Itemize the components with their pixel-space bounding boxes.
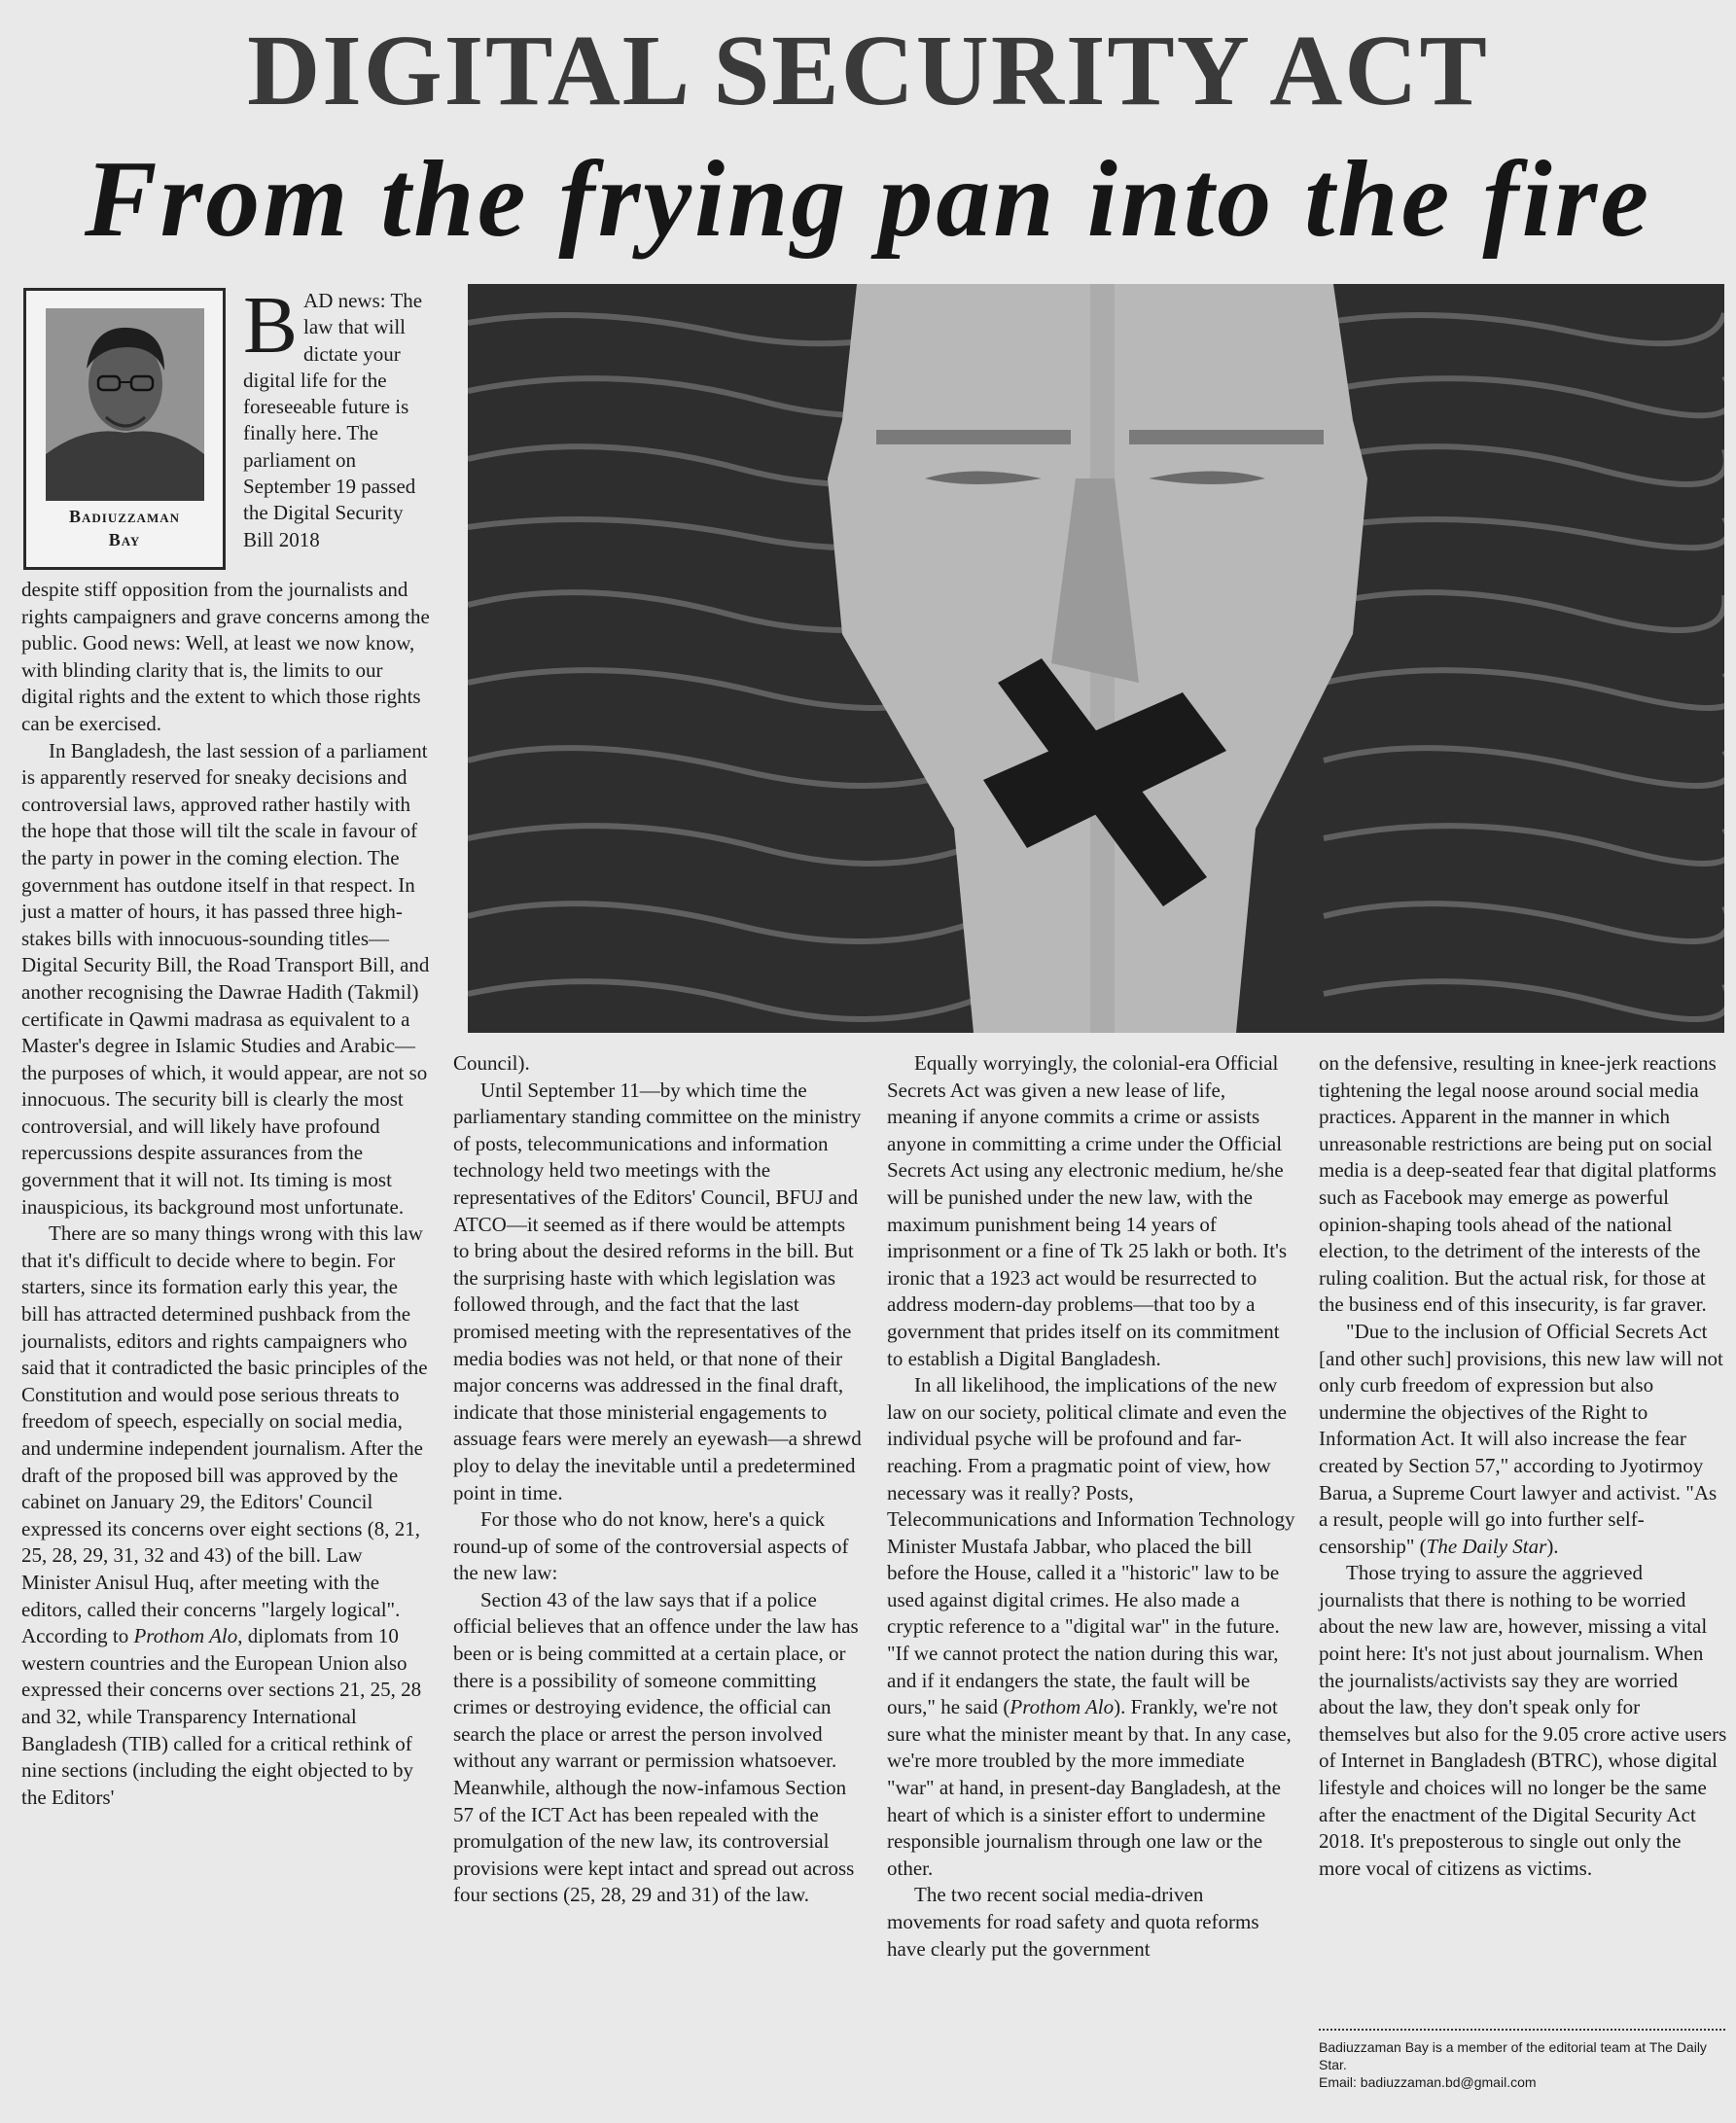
publication-name: Prothom Alo	[1010, 1695, 1115, 1719]
text: In all likelihood, the implications of the new law on our society, political climate and even the individual psyche will be profound and far-reaching. From a pragmatic point of view, how necessary was it really? Posts, Telecommunications and Information Technology Minister Mustafa Jabbar, who placed the bill before the House, called it a "historic" law to be used against digital crimes. He also made a cryptic reference to a "digital war" in the future. "If we cannot protect the nation during this war, and if it endangers the state, the fault will be ours," he said (	[887, 1373, 1295, 1719]
article-column-4	[1319, 1050, 1727, 1882]
text: "Due to the inclusion of Official Secrets Act [and other such] provisions, this new law will not only curb freedom of expression but also undermine the objectives of the Right to Information Act. It will also increase the fear created by Section 57," according to Jyotirmoy Barua, a Supreme Court lawyer and activist. "As a result, people will go into further self-censorship" (	[1319, 1319, 1723, 1558]
paragraph: Until September 11—by which time the parliamentary standing committee on the ministry of posts, telecommunications and information technology held two meetings with the representatives of the Editors' Council, BFUJ and ATCO—it seemed as if there would be attempts to bring about the desired reforms in the bill. But the surprising haste with which legislation was followed through, and the fact that the last promised meeting with the representatives of the media bodies was not held, or that none of their major concerns was addressed in the final draft, indicate that those ministerial engagements to assuage fears were merely an eyewash—a shrewd ploy to delay the inevitable until a predetermined point in time.	[453, 1078, 862, 1504]
text: ).	[1546, 1534, 1559, 1558]
paragraph: The two recent social media-driven movements for road safety and quota reforms have clearly put the government	[887, 1883, 1259, 1961]
paragraph: Section 43 of the law says that if a police official believes that an offence under the law has been or is being committed at a certain place, or there is a possibility of someone committing crimes or destroying evidence, the official can search the place or arrest the person involved without any warrant or permission whatsoever. Meanwhile, although the now-infamous Section 57 of the ICT Act has been repealed with the promulgation of the new law, its controversial provisions were kept intact and spread out across four sections (25, 28, 29 and 31) of the law.	[453, 1587, 859, 1907]
text: , diplomats	[237, 1624, 329, 1648]
author-name-line1: Badiuzzaman	[68, 507, 180, 526]
paragraph: despite stiff opposition from the journalists and rights campaigners and grave concerns among the public. Good news: Well, at least we now know, with blinding clarity that is, the limits to our digital rights and the extent to which those rights can be exercised.	[21, 578, 430, 735]
paragraph: There are so many things wrong with this law that it's difficult to decide where to begin. For starters, since its formation early this year, the bill has attracted determined pushback from the journalists, editors and rights campaigners who said that it contradicted the basic principles of the Constitution and would pose serious threats to freedom of speech, especially on social media, and undermine independent journalism. After the draft of the proposed bill was approved by the cabinet on January 29, the Editors' Council expressed its concerns over eight sections (8, 21, 25, 28, 29, 31, 32 and 43) of the bill. Law Minister Anisul Huq, after meeting with the editors, called their concerns "largely logical".	[21, 1221, 428, 1621]
paragraph: Council).	[453, 1051, 530, 1075]
paragraph	[887, 1372, 1295, 1882]
bio-email: Email: badiuzzaman.bd@gmail.com	[1319, 2074, 1537, 2090]
author-name-line2: Bay	[108, 530, 141, 549]
text: According to	[21, 1624, 134, 1648]
article-column-2	[453, 1050, 862, 1909]
paragraph: In Bangladesh, the last session of a parliament is apparently reserved for sneaky decisions and controversial laws, approved rather hastily with the hope that those will tilt the scale in favour of the party in power in the coming election. The government has outdone itself in that respect. In just a matter of hours, it has passed three high-stakes bills with innocuous-sounding titles—Digital Security Bill, the Road Transport Bill, and another recognising the Dawrae Hadith (Takmil) certificate in Qawmi madrasa as equivalent to a Master's degree in Islamic Studies and Arabic—the purposes of which, it would appear, are not so innocuous. The security bill is clearly the most controversial, and will likely have profound repercussions despite assurances from the government that it will not. Its timing is most inauspicious, its background most unfortunate.	[21, 738, 430, 1219]
headline: From the frying pan into the fire	[84, 139, 1652, 260]
text: ). Frankly, we're not sure what the minister meant by that. In any case, we're more troubled by the more immediate "war" at hand, in present-day Bangladesh, at the heart of which is a sinister effort to undermine responsible journalism through one law or the other.	[887, 1695, 1292, 1880]
bio-divider	[1319, 2029, 1725, 2031]
paragraph	[1319, 1319, 1727, 1560]
author-bio	[1319, 2038, 1725, 2091]
paragraph: For those who do not know, here's a quick round-up of some of the controversial aspects of the new law:	[453, 1507, 849, 1585]
bio-text: Badiuzzaman Bay is a member of the editorial team at The Daily Star.	[1319, 2039, 1707, 2072]
paragraph: on the defensive, resulting in knee-jerk reactions tightening the legal noose around social media practices. Apparent in the manner in which unreasonable restrictions are being put on social media is a deep-seated fear that digital platforms such as Facebook may emerge as powerful opinion-shaping tools ahead of the national election, to the detriment of the interests of the ruling coalition. But the actual risk, for those at the business end of this insecurity, is far graver.	[1319, 1051, 1717, 1317]
author-name	[30, 505, 219, 551]
article-column-1	[21, 577, 430, 1811]
paragraph	[21, 1623, 430, 1811]
illustration-gagged-face	[468, 284, 1724, 1033]
paragraph: Equally worryingly, the colonial-era Official Secrets Act was given a new lease of life, meaning if anyone commits a crime or assists anyone in committing a crime under the Official Secrets Act using any electronic medium, he/she will be punished under the new law, with the maximum punishment being 14 years of imprisonment or a fine of Tk 25 lakh or both. It's ironic that a 1923 act would be resurrected to address modern-day problems—that too by a government that prides itself on its commitment to establish a Digital Bangladesh.	[887, 1051, 1288, 1370]
author-box	[23, 288, 226, 570]
kicker-title: DIGITAL SECURITY ACT	[247, 15, 1489, 126]
publication-name: The Daily Star	[1426, 1534, 1547, 1558]
paragraph: Those trying to assure the aggrieved journalists that there is nothing to be worried about the new law are, however, missing a vital point here: It's not just about journalism. When the journalists/activists say they are worried about the law, they don't speak only for themselves but also for the 9.05 crore active users of Internet in Bangladesh (BTRC), whose digital lifestyle and choices will no longer be the same after the enactment of the Digital Security Act 2018. It's preposterous to single out only the more vocal of citizens as victims.	[1319, 1561, 1727, 1880]
publication-name: Prothom Alo	[133, 1624, 238, 1648]
drop-cap: B	[243, 280, 299, 371]
text: from 10 western countries and the European Union also expressed their concerns over sections 21, 25, 28 and 32, while Transparency International Bangladesh (TIB) called for a critical rethink of nine sections (including the eight objected to by the Editors'	[21, 1624, 422, 1809]
article-column-3	[887, 1050, 1295, 1963]
lead-paragraph	[243, 280, 428, 553]
author-photo	[46, 308, 204, 501]
lead-text: AD news: The law that will dictate your digital life for the foreseeable future is finally here. The parliament on September 19 passed the Digital Security Bill 2018	[243, 289, 423, 551]
